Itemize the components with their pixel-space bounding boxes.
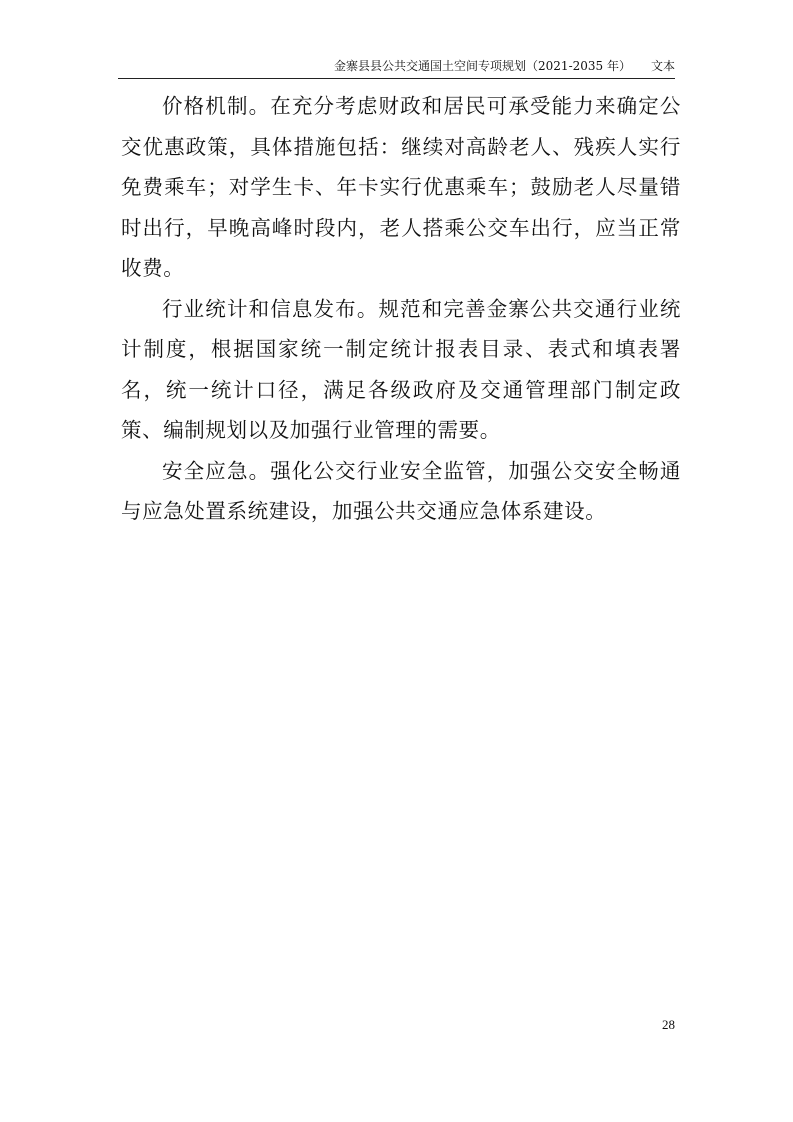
page-header (118, 52, 675, 79)
paragraph-pricing-mechanism: 价格机制。在充分考虑财政和居民可承受能力来确定公交优惠政策，具体措施包括：继续对高龄老人、残疾人实行免费乘车；对学生卡、年卡实行优惠乘车；鼓励老人尽量错时出行，早晚高峰时段内，老人搭乘公交车出行，应当正常收费。 (121, 94, 681, 280)
paragraph-safety-emergency: 安全应急。强化公交行业安全监管，加强公交安全畅通与应急处置系统建设，加强公共交通应急体系建设。 (121, 458, 681, 523)
paragraph-industry-statistics: 行业统计和信息发布。规范和完善金寨公共交通行业统计制度，根据国家统一制定统计报表目录、表式和填表署名，统一统计口径，满足各级政府及交通管理部门制定政策、编制规划以及加强行业管理的需要。 (121, 296, 681, 442)
header-doc-type: 文本 (650, 59, 675, 73)
header-title: 金寨县县公共交通国土空间专项规划（2021-2035 年） (334, 59, 631, 73)
page-number: 28 (662, 1017, 675, 1032)
body-text (121, 86, 681, 532)
